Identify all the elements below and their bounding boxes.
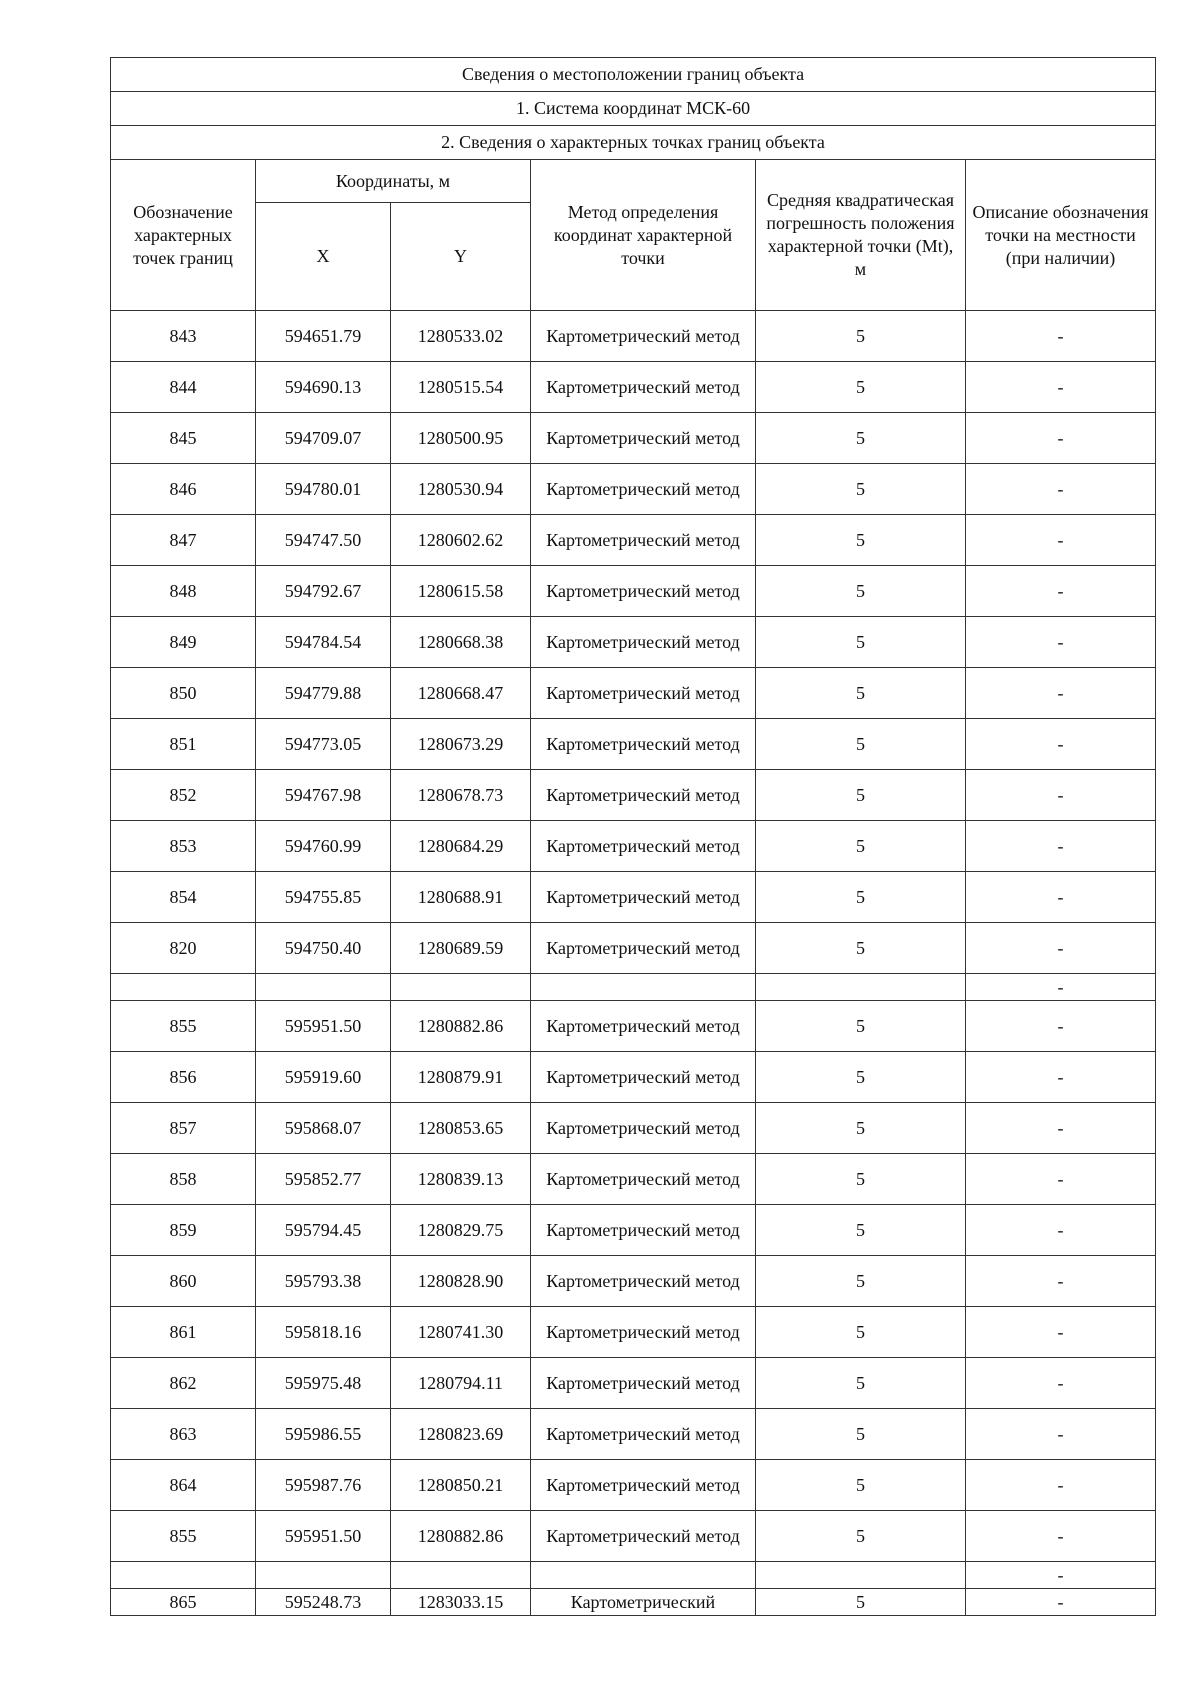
table-row [111,1589,1156,1616]
cell-point: 856 [111,1052,256,1103]
cell-x: 595987.76 [256,1460,391,1511]
cell-description: - [966,1256,1156,1307]
cell-method: Картометрический метод [531,1256,756,1307]
cell-method: Картометрический метод [531,923,756,974]
table-row [111,413,1156,464]
cell-error [756,974,966,1001]
table-body [111,311,1156,1616]
cell-point: 858 [111,1154,256,1205]
cell-y: 1280668.38 [391,617,531,668]
cell-y: 1280879.91 [391,1052,531,1103]
cell-method: Картометрический метод [531,413,756,464]
cell-description: - [966,719,1156,770]
table-row [111,1001,1156,1052]
cell-error: 5 [756,515,966,566]
cell-x: 594690.13 [256,362,391,413]
cell-x: 594784.54 [256,617,391,668]
cell-x: 594750.40 [256,923,391,974]
cell-x: 594651.79 [256,311,391,362]
cell-x: 594767.98 [256,770,391,821]
cell-method: Картометрический метод [531,1460,756,1511]
header-x: X [256,203,391,311]
table-row [111,1154,1156,1205]
cell-y [391,1562,531,1589]
cell-description: - [966,668,1156,719]
cell-method: Картометрический метод [531,566,756,617]
cell-y: 1280533.02 [391,311,531,362]
cell-point: 854 [111,872,256,923]
table-row [111,515,1156,566]
cell-x: 594747.50 [256,515,391,566]
cell-y: 1280828.90 [391,1256,531,1307]
cell-method: Картометрический метод [531,1154,756,1205]
cell-description: - [966,1358,1156,1409]
cell-y: 1280688.91 [391,872,531,923]
table-row [111,311,1156,362]
cell-y [391,974,531,1001]
table-row [111,770,1156,821]
cell-error: 5 [756,1205,966,1256]
cell-y: 1280602.62 [391,515,531,566]
cell-y: 1280829.75 [391,1205,531,1256]
cell-x: 594755.85 [256,872,391,923]
cell-y: 1280741.30 [391,1307,531,1358]
cell-x: 594709.07 [256,413,391,464]
cell-point: 850 [111,668,256,719]
cell-error: 5 [756,1103,966,1154]
cell-description: - [966,974,1156,1001]
cell-y: 1280794.11 [391,1358,531,1409]
cell-x [256,1562,391,1589]
cell-x: 594760.99 [256,821,391,872]
cell-description: - [966,566,1156,617]
cell-method: Картометрический [531,1589,756,1616]
cell-error: 5 [756,566,966,617]
cell-x: 595793.38 [256,1256,391,1307]
cell-y: 1280615.58 [391,566,531,617]
cell-error: 5 [756,821,966,872]
cell-method: Картометрический метод [531,515,756,566]
cell-error: 5 [756,1154,966,1205]
cell-point: 852 [111,770,256,821]
cell-error: 5 [756,464,966,515]
cell-y: 1280678.73 [391,770,531,821]
cell-description: - [966,1052,1156,1103]
cell-point [111,974,256,1001]
cell-method: Картометрический метод [531,1358,756,1409]
cell-method: Картометрический метод [531,1307,756,1358]
cell-y: 1280823.69 [391,1409,531,1460]
table-row [111,923,1156,974]
cell-description: - [966,1460,1156,1511]
cell-error: 5 [756,1409,966,1460]
cell-x: 595248.73 [256,1589,391,1616]
header-point: Обозначение характерных точек границ [111,160,256,311]
cell-x: 595986.55 [256,1409,391,1460]
cell-point: 849 [111,617,256,668]
header-error: Средняя квадратическая погрешность положения характерной точки (Mt), м [756,160,966,311]
cell-x: 595868.07 [256,1103,391,1154]
cell-error: 5 [756,1001,966,1052]
cell-y: 1280882.86 [391,1001,531,1052]
cell-description: - [966,872,1156,923]
cell-description: - [966,464,1156,515]
cell-point: 846 [111,464,256,515]
cell-method: Картометрический метод [531,311,756,362]
cell-x: 595852.77 [256,1154,391,1205]
cell-y: 1280882.86 [391,1511,531,1562]
cell-method [531,1562,756,1589]
cell-error: 5 [756,311,966,362]
cell-description: - [966,617,1156,668]
boundary-points-table [110,57,1156,1616]
cell-point: 845 [111,413,256,464]
cell-method: Картометрический метод [531,1511,756,1562]
cell-x: 595794.45 [256,1205,391,1256]
cell-method: Картометрический метод [531,770,756,821]
cell-description: - [966,1103,1156,1154]
cell-point: 843 [111,311,256,362]
table-row [111,1358,1156,1409]
cell-description: - [966,515,1156,566]
table-row [111,1460,1156,1511]
cell-error: 5 [756,1256,966,1307]
cell-y: 1280839.13 [391,1154,531,1205]
cell-error: 5 [756,923,966,974]
cell-method: Картометрический метод [531,1205,756,1256]
cell-x: 595951.50 [256,1001,391,1052]
cell-y: 1280684.29 [391,821,531,872]
cell-x: 595919.60 [256,1052,391,1103]
table-row [111,1409,1156,1460]
cell-y: 1280850.21 [391,1460,531,1511]
cell-point [111,1562,256,1589]
cell-y: 1280500.95 [391,413,531,464]
cell-description: - [966,1409,1156,1460]
cell-method: Картометрический метод [531,617,756,668]
document-title: Сведения о местоположении границ объекта [111,58,1156,92]
cell-method: Картометрический метод [531,821,756,872]
cell-description: - [966,821,1156,872]
cell-description: - [966,311,1156,362]
header-method: Метод определения координат характерной точки [531,160,756,311]
points-section-heading: 2. Сведения о характерных точках границ объекта [111,126,1156,160]
table-row [111,464,1156,515]
header-y: Y [391,203,531,311]
cell-method: Картометрический метод [531,464,756,515]
table-row [111,719,1156,770]
cell-method: Картометрический метод [531,1001,756,1052]
cell-point: 865 [111,1589,256,1616]
header-coordinates: Координаты, м [256,160,531,203]
table-row [111,1103,1156,1154]
cell-point: 864 [111,1460,256,1511]
cell-method: Картометрический метод [531,1052,756,1103]
cell-error: 5 [756,1358,966,1409]
cell-x: 594773.05 [256,719,391,770]
cell-description: - [966,362,1156,413]
cell-description: - [966,1307,1156,1358]
cell-description: - [966,923,1156,974]
cell-error: 5 [756,872,966,923]
cell-x [256,974,391,1001]
cell-point: 861 [111,1307,256,1358]
cell-y: 1280689.59 [391,923,531,974]
table-row [111,1511,1156,1562]
cell-point: 857 [111,1103,256,1154]
cell-method: Картометрический метод [531,1103,756,1154]
separator-row [111,974,1156,1001]
cell-point: 855 [111,1001,256,1052]
cell-point: 848 [111,566,256,617]
cell-method: Картометрический метод [531,1409,756,1460]
cell-error: 5 [756,770,966,821]
cell-point: 847 [111,515,256,566]
cell-method: Картометрический метод [531,719,756,770]
table-row [111,821,1156,872]
cell-y: 1280668.47 [391,668,531,719]
cell-method [531,974,756,1001]
cell-description: - [966,770,1156,821]
cell-method: Картометрический метод [531,872,756,923]
table-row [111,1205,1156,1256]
cell-y: 1283033.15 [391,1589,531,1616]
cell-point: 851 [111,719,256,770]
cell-x: 594792.67 [256,566,391,617]
table-row [111,668,1156,719]
cell-error: 5 [756,719,966,770]
cell-x: 595975.48 [256,1358,391,1409]
cell-x: 594779.88 [256,668,391,719]
cell-error: 5 [756,413,966,464]
cell-error: 5 [756,1460,966,1511]
cell-error [756,1562,966,1589]
separator-row [111,1562,1156,1589]
cell-x: 595818.16 [256,1307,391,1358]
cell-x: 595951.50 [256,1511,391,1562]
table-row [111,1052,1156,1103]
table-row [111,362,1156,413]
cell-error: 5 [756,668,966,719]
cell-y: 1280673.29 [391,719,531,770]
cell-error: 5 [756,1589,966,1616]
cell-description: - [966,1154,1156,1205]
cell-error: 5 [756,1052,966,1103]
table-row [111,1307,1156,1358]
cell-point: 844 [111,362,256,413]
cell-y: 1280853.65 [391,1103,531,1154]
table-row [111,1256,1156,1307]
table-row [111,566,1156,617]
cell-point: 855 [111,1511,256,1562]
cell-description: - [966,1562,1156,1589]
cell-description: - [966,413,1156,464]
cell-method: Картометрический метод [531,362,756,413]
table-row [111,872,1156,923]
cell-point: 820 [111,923,256,974]
cell-y: 1280530.94 [391,464,531,515]
cell-error: 5 [756,617,966,668]
header-description: Описание обозначения точки на местности (при наличии) [966,160,1156,311]
coordinate-system-heading: 1. Система координат МСК-60 [111,92,1156,126]
cell-error: 5 [756,1307,966,1358]
cell-error: 5 [756,362,966,413]
cell-description: - [966,1001,1156,1052]
cell-point: 860 [111,1256,256,1307]
cell-description: - [966,1205,1156,1256]
cell-point: 859 [111,1205,256,1256]
cell-point: 863 [111,1409,256,1460]
cell-point: 853 [111,821,256,872]
table-row [111,617,1156,668]
cell-description: - [966,1589,1156,1616]
cell-method: Картометрический метод [531,668,756,719]
cell-x: 594780.01 [256,464,391,515]
cell-y: 1280515.54 [391,362,531,413]
cell-description: - [966,1511,1156,1562]
cell-error: 5 [756,1511,966,1562]
cell-point: 862 [111,1358,256,1409]
